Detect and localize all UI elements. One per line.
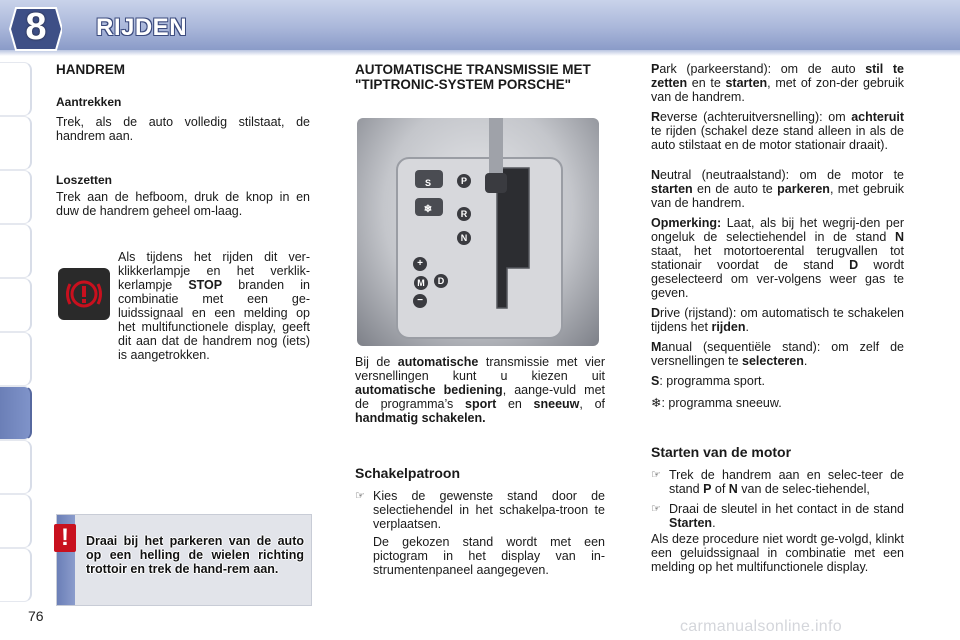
notice-text: Draai bij het parkeren van de auto op een helling de wielen richting trottoir en trek de hand-rem aan. [86,534,304,576]
side-tab-3[interactable] [0,170,32,224]
position-r: Reverse (achteruitversnelling): om achteruit te rijden (schakel deze stand alleen in als de auto stilstaat en de motor stationair draait). [651,110,904,152]
shift-pattern-heading: Schakelpatroon [355,465,461,481]
position-s: S: programma sport. [651,374,765,388]
exclamation-icon: ! [54,524,76,552]
position-snow: ❄: programma sneeuw. [651,396,782,410]
handbrake-title: HANDREM [56,62,125,77]
pointing-hand-icon: ☞ [651,503,661,515]
remark-text: Opmerking: Laat, als bij het wegrij-den per ongeluk de selectiehendel in de stand N staat, het motortoerental terugvallen tot stationair voordat de stand D wordt geselecteerd om ver-volgens weer gas te geven. [651,216,904,300]
shift-pattern-bullet: ☞ Kies de gewenste stand door de selectiehendel in het schakelpa-troon te verplaatsen. [355,489,605,531]
gear-label-minus: − [413,294,427,308]
side-tab-8[interactable] [0,440,32,494]
gear-label-plus: + [413,257,427,271]
apply-text: Trek, als de auto volledig stilstaat, de handrem aan. [56,115,310,143]
transmission-section [355,62,605,92]
engine-start-bullet-2: ☞ Draai de sleutel in het contact in de stand Starten. [651,502,904,530]
warning-text: Als tijdens het rijden dit ver-klikkerlampje en het verklik-kerlampje STOP branden in combinatie met een ge-luidssignaal en een melding op het multifunctionele display, geeft dit aan dat de handrem nog (iets) is aangetrokken. [118,250,310,362]
engine-start-heading: Starten van de motor [651,444,792,460]
snowflake-icon: ❄ [651,396,662,410]
gear-label-n: N [457,231,471,245]
gear-label-r: R [457,207,471,221]
chapter-title: RIJDEN [96,14,188,41]
side-tab-10[interactable] [0,548,32,602]
chapter-side-tabs [0,62,34,582]
side-tab-5[interactable] [0,278,32,332]
engine-start-bullet-1: ☞ Trek de handrem aan en selec-teer de stand P of N van de selec-tiehendel, [651,468,904,496]
side-tab-1[interactable] [0,62,32,116]
gear-label-m: M [414,276,428,290]
shift-pattern-note: De gekozen stand wordt met een pictogram in het display van in-strumentenpaneel aangegeven. [373,535,605,577]
page-number: 76 [28,608,44,624]
gear-label-snow: ❄ [423,204,433,215]
pointing-hand-icon: ☞ [651,469,661,481]
side-tab-active[interactable] [0,386,32,440]
handbrake-warning-lamp-icon [58,268,110,320]
side-tab-9[interactable] [0,494,32,548]
position-d: Drive (rijstand): om automatisch te schakelen tijdens het rijden. [651,306,904,334]
watermark: carmanualsonline.info [680,618,842,635]
pointing-hand-icon: ☞ [355,490,365,502]
position-n: Neutral (neutraalstand): om de motor te starten en de auto te parkeren, met gebruik van de handrem. [651,168,904,210]
engine-start-note: Als deze procedure niet wordt ge-volgd, klinkt een geluidssignaal in combinatie met een melding op het multifunctionele display. [651,532,904,574]
shift-pattern-section [355,465,605,577]
release-heading: Loszetten [56,173,113,187]
transmission-intro-text: Bij de automatische transmissie met vier versnellingen kunt u kiezen uit automatische bediening, aange-vuld met de programma’s sport en sneeuw, of handmatig schakelen. [355,355,605,425]
chapter-number: 8 [25,6,47,48]
gear-label-p: P [457,174,471,188]
gear-selector-photo [357,118,599,346]
position-m: Manual (sequentiële stand): om zelf de versnellingen te selecteren. [651,340,904,368]
position-p: Park (parkeerstand): om de auto stil te zetten en te starten, met of zon-der gebruik van de handrem. [651,62,904,104]
gear-label-s: S [424,178,431,188]
gear-label-d: D [434,274,448,288]
apply-heading: Aantrekken [56,95,122,109]
transmission-intro [355,355,605,425]
gear-positions-section [651,62,904,574]
transmission-title: AUTOMATISCHE TRANSMISSIE MET "TIPTRONIC-SYSTEM PORSCHE" [355,62,591,92]
side-tab-2[interactable] [0,116,32,170]
side-tab-6[interactable] [0,332,32,386]
side-tab-4[interactable] [0,224,32,278]
release-text: Trek aan de hefboom, druk de knop in en duw de handrem geheel om-laag. [56,190,310,218]
header-shadow [0,50,960,56]
